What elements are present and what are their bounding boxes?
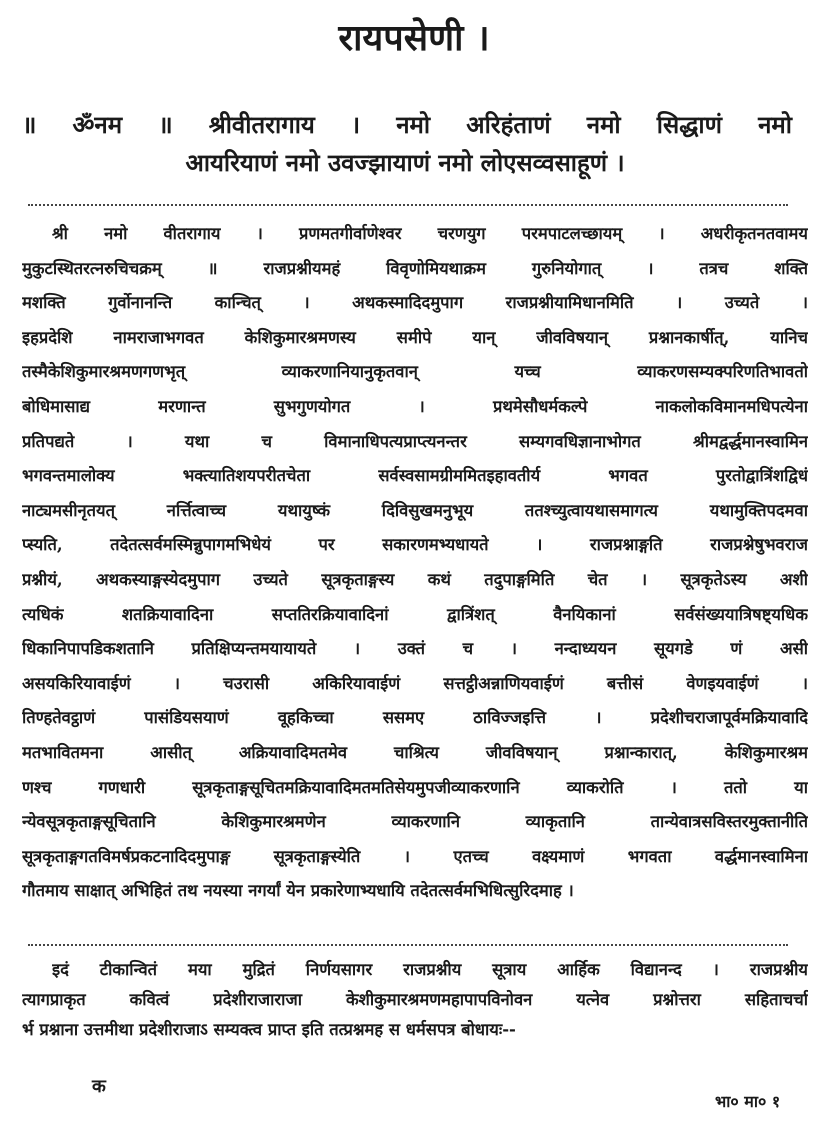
text-line: मतभावितमना आसीत् अक्रियावादिमतमेव चाश्रित्य जीवविषयान् प्रश्नान्कारात्, केशिकुमारश्रम bbox=[22, 743, 808, 762]
text-line: प्स्यति, तदेतत्सर्वमस्मिन्नुपागमभिधेयं पर सकारणमभ्यधायते । राजप्रश्नाङ्गति राजप्रश्नेषुभवराज bbox=[22, 535, 808, 555]
text-line: मशक्ति गुर्वोनानन्ति कान्चित् । अथकस्मादिदमुपाग राजप्रश्नीयामिधानमिति । उच्यते । bbox=[22, 293, 808, 313]
text-line: प्रश्नीयं, अथकस्याङ्गस्येदमुपाग उच्यते सूत्रकृताङ्गस्य कथं तदुपाङ्गमिति चेत । सूत्रकृतेऽस्य अशी bbox=[22, 570, 808, 589]
text-line: मुकुटस्थितरत्नरुचिचक्रम् ॥ राजप्रश्नीयमहं विवृणोमियथाक्रम गुरुनियोगात् । तत्रच शक्ति bbox=[22, 258, 808, 278]
text-line: त्यधिकं शतक्रियावादिना सप्ततिरक्रियावादिनां द्वात्रिंशत् वैनयिकानां सर्वसंख्ययात्रिषष्ट्यधिक bbox=[22, 604, 808, 624]
invocation-line-2: आयरियाणं नमो उवज्झायाणं नमो लोएसव्वसाहूणं । bbox=[185, 148, 625, 177]
text-line: तिण्हतेवट्ठाणं पासंडियसयाणं वूहकिच्चा ससमए ठाविज्जइत्ति । प्रदेशीचराजापूर्वमक्रियावादि bbox=[22, 708, 808, 728]
text-line: इदं टीकान्वितं मया मुद्रितं निर्णयसागर राजप्रश्नीय सूत्राय आर्हिक विद्यानन्द । राजप्रश्नीय bbox=[52, 960, 808, 979]
footer-left-mark: क bbox=[92, 1076, 106, 1097]
page-title: रायपसेणी । bbox=[338, 17, 490, 59]
text-line: इहप्रदेशि नामराजाभगवत केशिकुमारश्रमणस्य समीपे यान् जीवविषयान् प्रश्नानकार्षीत्, यानिच bbox=[22, 327, 808, 347]
text-line: बोधिमासाद्य मरणान्त सुभगुणयोगत । प्रथमेसौधर्मकल्पे नाकलोकविमानमधिपत्येना bbox=[22, 397, 808, 416]
text-line: गौतमाय साक्षात् अभिहितं तथ नयस्या नगर्यां येन प्रकारेणाभ्यधायि तदेतत्सर्वमभिधित्सुरिदमाह । bbox=[22, 881, 574, 901]
text-line: भगवन्तमालोक्य भक्त्यातिशयपरीतचेता सर्वस्वसामग्रीममितइहावतीर्य भगवत पुरतोद्वात्रिंशद्विधं bbox=[22, 466, 808, 486]
text-line: सूत्रकृताङ्गगतविमर्षप्रकटनादिदमुपाङ्ग सूत्रकृताङ्गस्येति । एतच्च वक्ष्यमाणं भगवता वर्द्धमानस्वामिना bbox=[22, 846, 808, 866]
divider-bottom bbox=[28, 944, 788, 946]
text-line: तस्मैकेशिकुमारश्रमणगणभृत् व्याकरणानियानुकृतवान् यच्च व्याकरणसम्यक्परिणतिभावतो bbox=[22, 362, 808, 382]
text-line: णश्च गणधारी सूत्रकृताङ्गसूचितमक्रियावादिमतमतिसेयमुपजीव्याकरणानि व्याकरोति । ततो या bbox=[22, 777, 808, 797]
text-line: र्भ प्रश्नाना उत्तमीथा प्रदेशीराजाऽ सम्यक्त्व प्राप्त इति तत्प्रश्नमह स धर्मसपत्र बोधायः-- bbox=[22, 1020, 516, 1039]
text-line: त्यागप्राकृत कवित्वं प्रदेशीराजाराजा केशीकुमारश्रमणमहापापविनोवन यत्नेव प्रश्नोत्तरा सहिताचर्चा bbox=[22, 990, 808, 1009]
text-line: धिकानिपापडिकशतानि प्रतिक्षिप्यन्तमयायायते । उक्तं च । नन्दाध्ययन सूयगडे णं असी bbox=[22, 639, 808, 659]
invocation-line-1: ॥ ॐनम ॥ श्रीवीतरागाय । नमो अरिहंताणं नमो सिद्धाणं नमो bbox=[22, 110, 792, 139]
text-line: प्रतिपद्यते । यथा च विमानाधिपत्यप्राप्त्यनन्तर सम्यगवधिज्ञानाभोगत श्रीमद्वर्द्धमानस्वामिन bbox=[22, 431, 808, 451]
divider-top bbox=[28, 204, 788, 206]
text-line: असयकिरियावाईणं । चउरासी अकिरियावाईणं सत्तट्ठीअन्नाणियवाईणं बत्तीसं वेणइयवाईणं । bbox=[22, 673, 808, 693]
text-line: नाट्यमसीनृतयत् नर्त्तित्वाच्च यथायुष्कं दिविसुखमनुभूय ततश्च्युत्वायथासमागत्य यथामुक्तिपदमवा bbox=[22, 500, 808, 520]
text-line: न्येवसूत्रकृताङ्गसूचितानि केशिकुमारश्रमणेन व्याकरणानि व्याकृतानि तान्येवात्रसविस्तरमुक्तानीति bbox=[22, 812, 808, 832]
text-line: श्री नमो वीतरागाय । प्रणमतगीर्वाणेश्वर चरणयुग परमपाटलच्छायम् । अधरीकृतनतवामय bbox=[52, 224, 808, 243]
footer-signature: भा० मा० १ bbox=[715, 1092, 781, 1111]
